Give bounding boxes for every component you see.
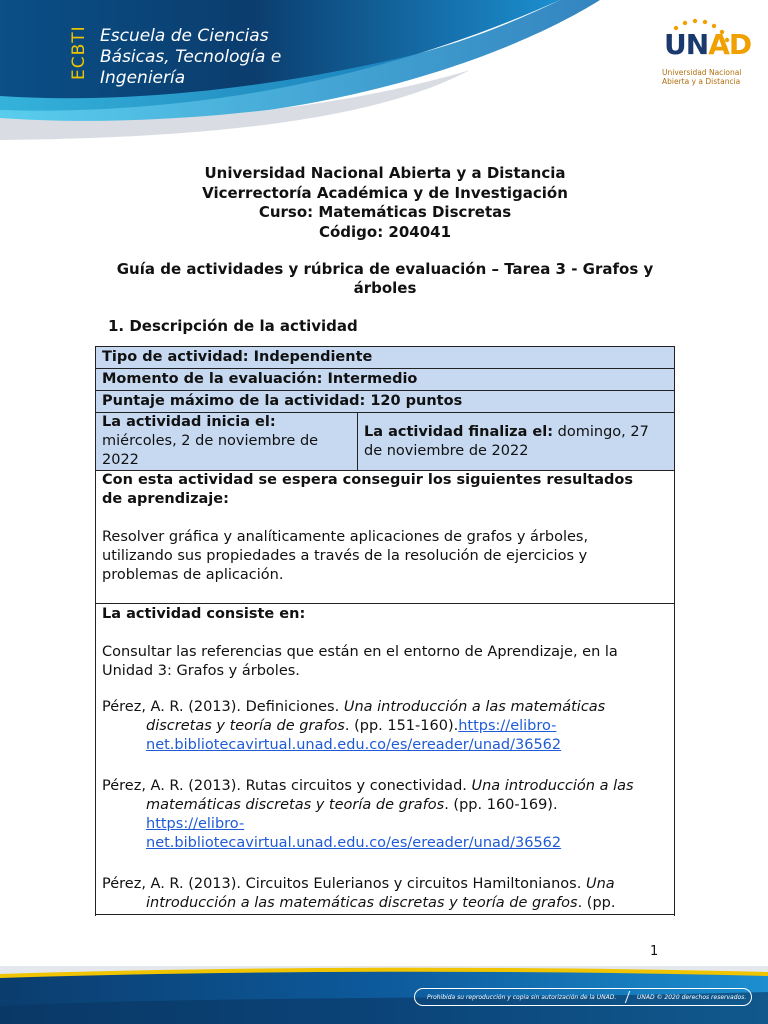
activity-table [95,346,675,916]
row-activity-type: Tipo de actividad: Independiente [96,347,674,369]
unad-wordmark: UNAD [664,28,752,61]
footer-notice [414,988,752,1006]
activity-consists-heading: La actividad consiste en: [102,606,306,622]
reference-link[interactable]: net.bibliotecavirtual.unad.edu.co/es/ereader/unad/36562 [146,835,562,851]
ecbti-label: ECBTI [69,25,89,81]
reference-link[interactable]: https://elibro- [458,718,557,734]
reference-link[interactable]: net.bibliotecavirtual.unad.edu.co/es/ereader/unad/36562 [146,737,562,753]
document-titles [100,164,670,242]
page-number: 1 [650,944,659,959]
footer-separator [625,991,630,1003]
school-name-line: Básicas, Tecnología e [100,47,282,67]
school-name-line: Escuela de Ciencias [100,26,269,46]
reference-item: Pérez, A. R. (2013). Rutas circuitos y conectividad. Una introducción a las matemáticas discretas y teoría de grafos. (pp. 160-169). https://elibro- net.bibliotecavirtual.unad.edu.co/es/ereader/unad/36562 [102,778,634,851]
title-code: Código: 204041 [318,222,452,241]
row-max-score: Puntaje máximo de la actividad: 120 puntos [96,391,674,413]
row-dates [96,413,674,471]
unad-subtitle: Universidad Nacional Abierta y a Distancia [662,68,742,86]
row-learning-outcomes: Con esta actividad se espera conseguir los siguientes resultados de aprendizaje: Resolver gráfica y analíticamente aplicaciones de grafos y árboles, utilizando sus propiedades a través de la resolución de ejercicios y problemas de aplicación. [96,471,674,604]
footer-copyright: UNAD © 2020 derechos reservados. [637,993,747,1001]
title-vicerrectoria: Vicerrectoría Académica y de Investigación [202,183,568,202]
title-university: Universidad Nacional Abierta y a Distancia [204,164,566,182]
reference-item: Pérez, A. R. (2013). Definiciones. Una introducción a las matemáticas discretas y teoría de grafos. (pp. 151-160).https://elibro- net.bibliotecavirtual.unad.edu.co/es/ereader/unad/36562 [102,699,606,753]
reference-item: Pérez, A. R. (2013). Circuitos Eulerianos y circuitos Hamiltonianos. Una introducción a las matemáticas discretas y teoría de grafos. (pp. [102,876,616,911]
start-date-cell: La actividad inicia el: miércoles, 2 de noviembre de 2022 [96,413,358,470]
footer-notice-text: Prohibida su reproducción y copia sin autorización de la UNAD. [427,993,617,1001]
table-bottom-border [95,914,675,915]
end-date-cell: La actividad finaliza el: domingo, 27 de noviembre de 2022 [364,424,649,459]
school-name-line: Ingeniería [100,68,186,88]
row-evaluation-moment: Momento de la evaluación: Intermedio [96,369,674,391]
row-activity-content: La actividad consiste en: Consultar las referencias que están en el entorno de Aprendizaje, en la Unidad 3: Grafos y árboles. Pérez, A. R. (2013). Definiciones. Una introducción a las matemáticas discretas y teoría de grafos. (pp. 151-160).https://elibro- net.bibliotecavirtual.unad.edu.co/es/ereader/unad/36562 Pérez, A. R. (2013). Rutas circuitos y conectividad. Una introducción a las matemáticas discretas y teoría de grafos. (pp. 160-169). https://elibro- net.bibliotecavirtual.unad.edu.co/es/ereader/unad/36562 Pérez, A. R. (2013). Circuitos Eulerianos y circuitos Hamiltonianos. Una introducción a las matemáticas discretas y teoría de grafos. (pp. [96,604,674,913]
reference-link[interactable]: https://elibro- [146,816,245,832]
section-heading: 1. Descripción de la actividad [108,317,358,335]
school-name [100,26,340,89]
title-course: Curso: Matemáticas Discretas [258,203,512,221]
page-header [0,0,768,140]
guide-title: Guía de actividades y rúbrica de evaluación – Tarea 3 - Grafos y árboles [116,260,654,297]
